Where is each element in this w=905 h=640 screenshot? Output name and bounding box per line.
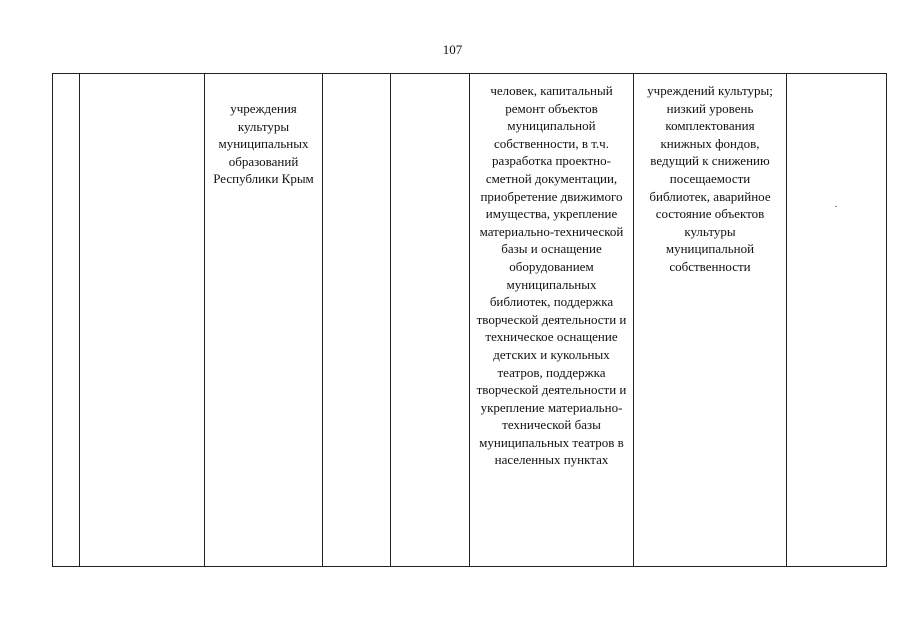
cell-text-expected-result: человек, капитальный ремонт объектов муниципальной собственности, в т.ч. разработка проектно-сметной документации, приобретение движимого имущества, укрепление материально-технической базы и оснащение оборудованием муниципальных библиотек, поддержка творческой деятельности и техническое оснащение детских и кукольных театров, поддержка творческой деятельности и укрепление материально-технической базы муниципальных театров в населенных пунктах — [476, 83, 627, 468]
table-cell-indicators — [787, 74, 887, 567]
table-cell-end — [391, 74, 470, 567]
table-cell-task — [80, 74, 205, 567]
table-cell-executor — [205, 74, 323, 567]
table-row — [53, 74, 887, 567]
cell-text-consequences: учреждений культуры; низкий уровень комплектования книжных фондов, ведущий к снижению посещаемости библиотек, аварийное состояние объектов культуры муниципальной собственности — [647, 83, 773, 274]
table-cell-consequences — [634, 74, 787, 567]
table-cell-index — [53, 74, 80, 567]
continuation-table — [52, 73, 887, 567]
cell-text-executor: учреждения культуры муниципальных образований Республики Крым — [213, 101, 314, 187]
scan-speck — [835, 206, 837, 207]
table-cell-start — [323, 74, 391, 567]
page-number: 107 — [442, 42, 463, 57]
table-cell-expected-result — [470, 74, 634, 567]
